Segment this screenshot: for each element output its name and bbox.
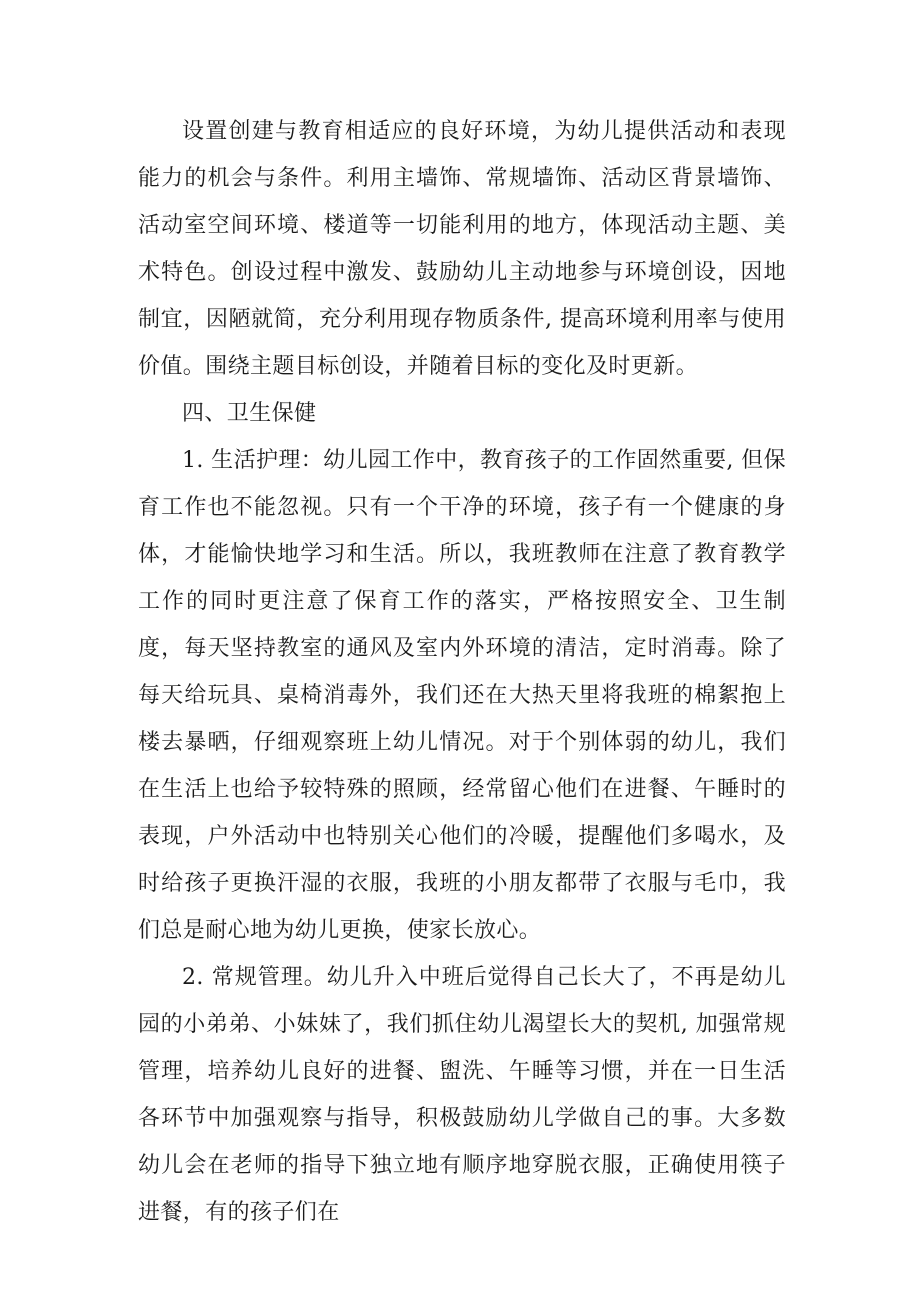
document-body (138, 108, 786, 1236)
section-heading-health: 四、卫生保健 (182, 401, 317, 426)
paragraph-life-care: 1. 生活护理：幼儿园工作中，教育孩子的工作固然重要, 但保育工作也不能忽视。只有一个干净的环境，孩子有一个健康的身体，才能愉快地学习和生活。所以，我班教师在注意了教育教学工作的同时更注意了保育工作的落实，严格按照安全、卫生制度，每天坚持教室的通风及室内外环境的清洁，定时消毒。除了每天给玩具、桌椅消毒外，我们还在大热天里将我班的棉絮抱上楼去暴晒，仔细观察班上幼儿情况。对于个别体弱的幼儿，我们在生活上也给予较特殊的照顾，经常留心他们在进餐、午睡时的表现，户外活动中也特别关心他们的冷暖，提醒他们多喝水，及时给孩子更换汗湿的衣服，我班的小朋友都带了衣服与毛巾，我们总是耐心地为幼儿更换，使家长放心。 (138, 448, 786, 943)
paragraph-environment: 设置创建与教育相适应的良好环境，为幼儿提供活动和表现能力的机会与条件。利用主墙饰、常规墙饰、活动区背景墙饰、活动室空间环境、楼道等一切能利用的地方，体现活动主题、美术特色。创设过程中激发、鼓励幼儿主动地参与环境创设，因地制宜，因陋就简，充分利用现存物质条件, 提高环境利用率与使用价值。围绕主题目标创设，并随着目标的变化及时更新。 (138, 119, 786, 379)
paragraph-routine-management: 2. 常规管理。幼儿升入中班后觉得自己长大了，不再是幼儿园的小弟弟、小妹妹了，我们抓住幼儿渴望长大的契机, 加强常规管理，培养幼儿良好的进餐、盥洗、午睡等习惯，并在一日生活各环节中加强观察与指导，积极鼓励幼儿学做自己的事。大多数幼儿会在老师的指导下独立地有顺序地穿脱衣服，正确使用筷子进餐，有的孩子们在 (138, 965, 786, 1225)
